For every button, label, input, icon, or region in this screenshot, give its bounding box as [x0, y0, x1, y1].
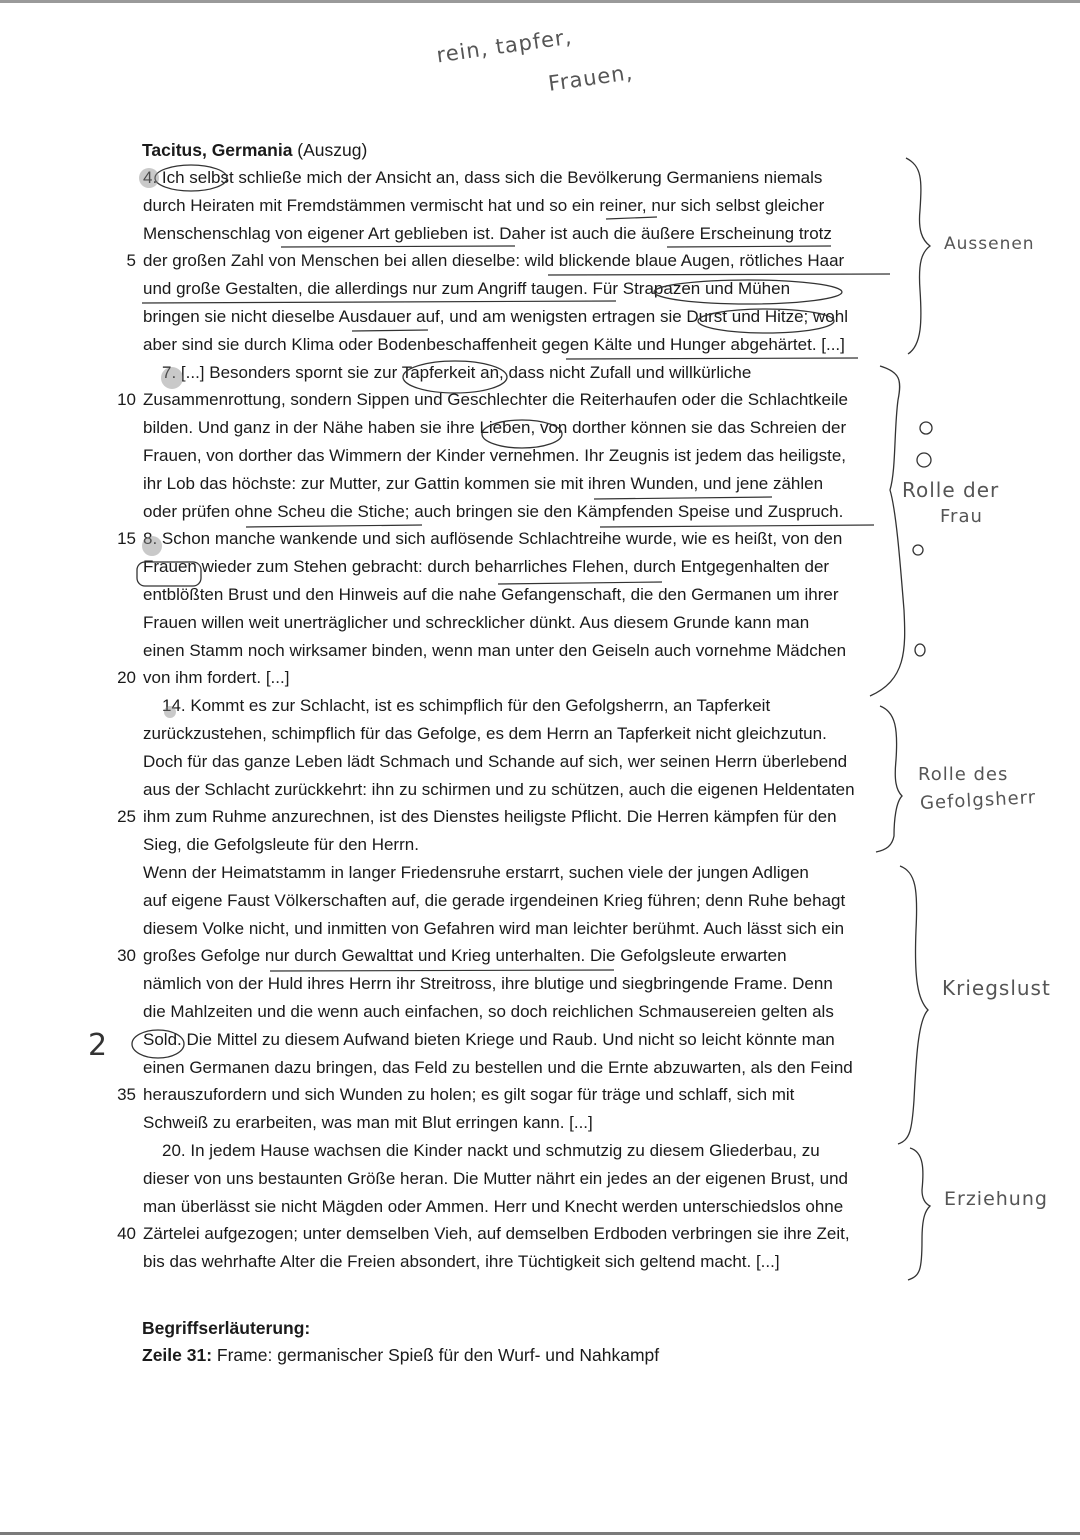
brace-2: [870, 366, 905, 696]
text-line: Frauen willen weit unerträglicher und schrecklicher dünkt. Aus diesem Grunde kann man: [143, 612, 810, 632]
text-line: oder prüfen ohne Scheu die Stiche; auch bringen sie den Kämpfenden Speise und Zuspruch.: [143, 501, 844, 521]
glossary-text: Frame: germanischer Spieß für den Wurf- und Nahkampf: [212, 1345, 660, 1365]
text-line: Doch für das ganze Leben lädt Schmach und Schande auf sich, wer seinen Herrn überlebend: [143, 751, 848, 771]
ul-erscheinung: [667, 246, 831, 247]
margin-note-aussenen: Aussenen: [944, 234, 1035, 254]
ul-kaelte: [566, 358, 858, 359]
text-line: diesem Volke nicht, und inmitten von Gefahren wird man leichter berühmt. Auch lässt sich ein: [143, 918, 845, 938]
line-number: 40: [117, 1224, 136, 1244]
text-line: dieser von uns bestaunten Größe heran. Die Mutter nährt ein jedes an der eigenen Brust, und: [143, 1168, 848, 1188]
circle-mark-3: [913, 545, 923, 555]
glossary-entry: [142, 1345, 659, 1366]
text-line: durch Heiraten mit Fremdstämmen vermischt hat und so ein reiner, nur sich selbst gleicher: [143, 195, 825, 215]
text-line: 14. Kommt es zur Schlacht, ist es schimpflich für den Gefolgsherrn, an Tapferkeit: [162, 696, 771, 716]
margin-note-frau: Frau: [940, 506, 983, 527]
text-line: aus der Schlacht zurückkehrt: ihn zu schirmen und zu schützen, auch die eigenen Heldentaten: [143, 779, 855, 799]
text-line: auf eigene Faust Völkerschaften auf, die gerade irgendeinen Krieg führen; denn Ruhe behagt: [143, 890, 846, 910]
text-line: die Mahlzeiten und die wenn auch einfachen, so doch reichlichen Schmausereien gelten als: [143, 1002, 834, 1021]
ul-speise: [600, 525, 874, 527]
ul-wild-blickende: [548, 274, 890, 275]
margin-note-number: 2: [88, 1028, 109, 1063]
text-line: bringen sie nicht dieselbe Ausdauer auf, und am wenigsten ertragen sie Durst und Hitze; wohl: [143, 307, 848, 326]
text-line: aber sind sie durch Klima oder Bodenbeschaffenheit gegen Kälte und Hunger abgehärtet. [...]: [143, 334, 845, 354]
brace-4: [898, 866, 928, 1144]
text-line: Frauen wieder zum Stehen gebracht: durch beharrliches Flehen, durch Entgegenhalten der: [143, 557, 830, 577]
title-subtitle: (Auszug): [292, 140, 368, 160]
margin-note-kriegslust: Kriegslust: [942, 976, 1051, 1000]
ul-eigener-art: [281, 246, 515, 247]
bottom-scan-edge: [0, 1532, 1080, 1535]
handwritten-note-top-1: rein, tapfer,: [434, 24, 574, 68]
text-line: Zusammenrottung, sondern Sippen und Geschlechter die Reiterhaufen oder die Schlachtkeile: [143, 390, 848, 410]
ul-gewalttat: [270, 970, 614, 971]
text-line: Sieg, die Gefolgsleute für den Herrn.: [143, 835, 419, 855]
text-line: ihm zum Ruhme anzurechnen, ist des Dienstes heiligste Pflicht. Die Herren kämpfen für den: [143, 807, 837, 827]
margin-note-rolle-der: Rolle der: [902, 478, 1000, 502]
circle-mark-2: [917, 453, 931, 467]
brace-1: [906, 158, 930, 354]
line-number: 30: [117, 946, 136, 966]
text-line: der großen Zahl von Menschen bei allen dieselbe: wild blickende blaue Augen, rötliches Haar: [143, 251, 845, 271]
text-line: Zärtelei aufgezogen; unter demselben Vieh, auf demselben Erdboden verbringen sie ihre Zeit,: [143, 1224, 850, 1244]
text-line: ihr Lob das höchste: zur Mutter, zur Gattin kommen sie mit ihren Wunden, und jene zählen: [143, 473, 824, 493]
text-line: 20. In jedem Hause wachsen die Kinder nackt und schmutzig zu diesem Gliederbau, zu: [162, 1141, 820, 1160]
glossary-label: Zeile 31:: [142, 1345, 213, 1365]
circle-mark-1: [920, 422, 932, 434]
text-line: einen Stamm noch wirksamer binden, wenn man unter den Geiseln auch vornehme Mädchen: [143, 640, 847, 660]
text-line: bilden. Und ganz in der Nähe haben sie ihre Lieben, von dorther können sie das Schreien der: [143, 418, 847, 438]
text-line: herauszufordern und sich Wunden zu holen; es gilt sogar für träge und schlaff, sich mit: [143, 1085, 795, 1105]
margin-note-gefolgsherr: Gefolgsherr: [919, 786, 1037, 815]
ul-grosse-gestalten: [142, 301, 616, 303]
ul-wunden: [594, 497, 772, 499]
line-number: 35: [117, 1085, 136, 1105]
ul-scheu: [246, 525, 422, 527]
text-line: und große Gestalten, die allerdings nur zum Angriff taugen. Für Strapazen und Mühen: [143, 279, 791, 299]
text-line: Wenn der Heimatstamm in langer Friedensruhe erstarrt, suchen viele der jungen Adligen: [143, 863, 809, 882]
text-line: 4. Ich selbst schließe mich der Ansicht an, dass sich die Bevölkerung Germaniens niemals: [143, 168, 823, 187]
brace-3: [876, 706, 902, 852]
text-line: entblößten Brust und den Hinweis auf die nahe Gefangenschaft, die den Germanen um ihrer: [143, 585, 839, 604]
margin-note-rolle-des: Rolle des: [918, 764, 1009, 785]
text-line: zurückzustehen, schimpflich für das Gefolge, es dem Herrn an Tapferkeit nicht gleichzutun.: [143, 724, 827, 743]
text-line: großes Gefolge nur durch Gewalttat und Krieg unterhalten. Die Gefolgsleute erwarten: [143, 946, 787, 966]
ul-reiner: [606, 217, 657, 219]
text-line: Sold. Die Mittel zu diesem Aufwand bieten Kriege und Raub. Und nicht so leicht könnte man: [143, 1029, 835, 1049]
text-line: Frauen, von dorther das Wimmern der Kinder vernehmen. Ihr Zeugnis ist jedem das heiligste,: [143, 446, 846, 465]
brace-5: [908, 1148, 930, 1280]
text-line: 8. Schon manche wankende und sich auflösende Schlachtreihe wurde, wie es heißt, von den: [143, 529, 843, 549]
top-scan-edge: [0, 0, 1080, 3]
title-bold: Tacitus, Germania: [142, 140, 293, 160]
text-line: bis das wehrhafte Alter die Freien absondert, ihre Tüchtigkeit sich geltend macht. [...]: [143, 1252, 780, 1272]
text-line: Schweiß zu erarbeiten, was man mit Blut erringen kann. [...]: [143, 1113, 593, 1133]
document-title: [142, 140, 367, 161]
text-line: man überlässt sie nicht Mägden oder Ammen. Herr und Knecht werden unterschiedslos ohne: [143, 1196, 844, 1216]
text-line: von ihm fordert. [...]: [143, 668, 290, 688]
line-number: 20: [117, 668, 136, 688]
text-line: Menschenschlag von eigener Art geblieben ist. Daher ist auch die äußere Erscheinung trotz: [143, 223, 832, 243]
ul-ausdauer: [352, 330, 428, 331]
handwritten-note-top-2: Frauen,: [546, 60, 635, 96]
line-number: 15: [117, 529, 136, 549]
text-line: nämlich von der Huld ihres Herrn ihr Streitross, ihre blutige und siegbringende Frame. Denn: [143, 974, 833, 994]
circle-mark-4: [915, 644, 925, 656]
line-number: 10: [117, 390, 136, 410]
glossary-heading: Begriffserläuterung:: [142, 1318, 311, 1338]
text-line: einen Germanen dazu bringen, das Feld zu bestellen und die Ernte abzuwarten, als den Feind: [143, 1057, 853, 1077]
line-number: 25: [117, 807, 136, 827]
text-line: 7. [...] Besonders spornt sie zur Tapferkeit an, dass nicht Zufall und willkürliche: [162, 362, 752, 382]
margin-note-erziehung: Erziehung: [944, 1188, 1048, 1210]
line-number: 5: [126, 251, 136, 271]
